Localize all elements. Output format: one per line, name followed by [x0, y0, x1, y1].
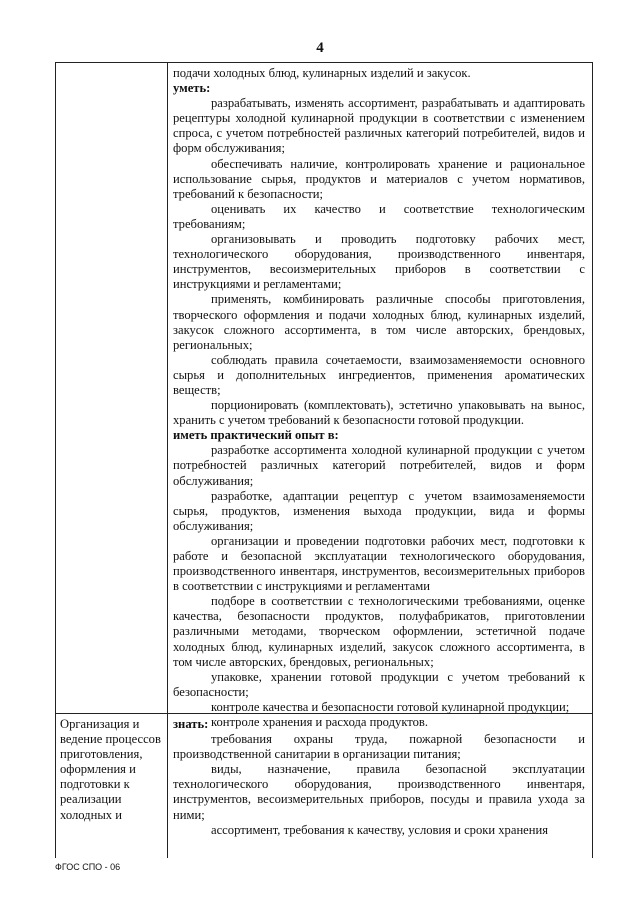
list-item: требования охраны труда, пожарной безопасности и производственной санитарии в организации питания; [173, 732, 585, 762]
list-item: организации и проведении подготовки рабочих мест, подготовки к работе и безопасной эксплуатации технологического оборудования, производственного инвентаря, инструментов, весоизмерительных приборов в соответствии с инструкциями и регламентами [173, 533, 585, 594]
page-number: 4 [316, 40, 324, 56]
opyt-heading: иметь практический опыт в: [173, 428, 339, 443]
list-item: оценивать их качество и соответствие технологическим требованиям; [173, 201, 585, 231]
table-right-border [592, 62, 593, 858]
umet-heading: уметь: [173, 81, 211, 96]
list-item: разработке, адаптации рецептур с учетом взаимозаменяемости сырья, продуктов, изменения выхода продукции, вида и формы обслуживания; [173, 488, 585, 533]
list-item: обеспечивать наличие, контролировать хранение и рациональное использование сырья, продуктов и материалов с учетом нормативов, требований к безопасности; [173, 156, 585, 201]
footer-code: ФГОС СПО - 06 [55, 862, 121, 872]
list-item: контроле хранения и расхода продуктов. [211, 715, 429, 730]
requirements-cell [173, 717, 585, 838]
list-item: подборе в соответствии с технологическими требованиями, оценке качества, безопасности продуктов, полуфабрикатов, приготовлении различными методами, творческом оформлении, эстетичной подаче холодных блюд, кулинарных изделий, закусок сложного ассортимента, в том числе авторских, брендовых, региональных; [173, 594, 585, 669]
table-left-border [55, 62, 56, 858]
list-item: ассортимент, требования к качеству, условия и сроки хранения [211, 822, 549, 837]
table-top-border [55, 62, 593, 63]
znat-heading: знать: [173, 717, 209, 731]
list-item: разрабатывать, изменять ассортимент, разрабатывать и адаптировать рецептуры холодной кулинарной продукции в соответствии с изменением спроса, с учетом потребностей различных категорий потребителей, видов и форм обслуживания; [173, 96, 585, 156]
module-name-cell: Организация и ведение процессов приготовления, оформления и подготовки к реализации холодных и [60, 717, 161, 822]
list-item: контроле качества и безопасности готовой кулинарной продукции; [211, 699, 570, 714]
list-item: порционировать (комплектовать), эстетично упаковывать на вынос, хранить с учетом требований к безопасности готовой продукции. [173, 398, 585, 428]
list-item: упаковке, хранении готовой продукции с учетом требований к безопасности; [173, 669, 585, 699]
requirements-cell-continued [173, 66, 585, 730]
continuation-text: подачи холодных блюд, кулинарных изделий и закусок. [173, 66, 471, 80]
list-item: разработке ассортимента холодной кулинарной продукции с учетом потребностей различных категорий потребителей, видов и форм обслуживания; [173, 443, 585, 488]
list-item: организовывать и проводить подготовку рабочих мест, технологического оборудования, производственного инвентаря, инструментов, весоизмерительных приборов в соответствии с инструкциями и регламентами; [173, 232, 585, 292]
list-item: применять, комбинировать различные способы приготовления, творческого оформления и подачи холодных блюд, кулинарных изделий, закусок сложного ассортимента, в том числе авторских, брендовых, региональных; [173, 292, 585, 352]
list-item: виды, назначение, правила безопасной эксплуатации технологического оборудования, производственного инвентаря, инструментов, весоизмерительных приборов, посуды и правила ухода за ними; [173, 762, 585, 822]
column-divider [167, 62, 168, 858]
list-item: соблюдать правила сочетаемости, взаимозаменяемости основного сырья и дополнительных ингредиентов, применения ароматических веществ; [173, 352, 585, 397]
